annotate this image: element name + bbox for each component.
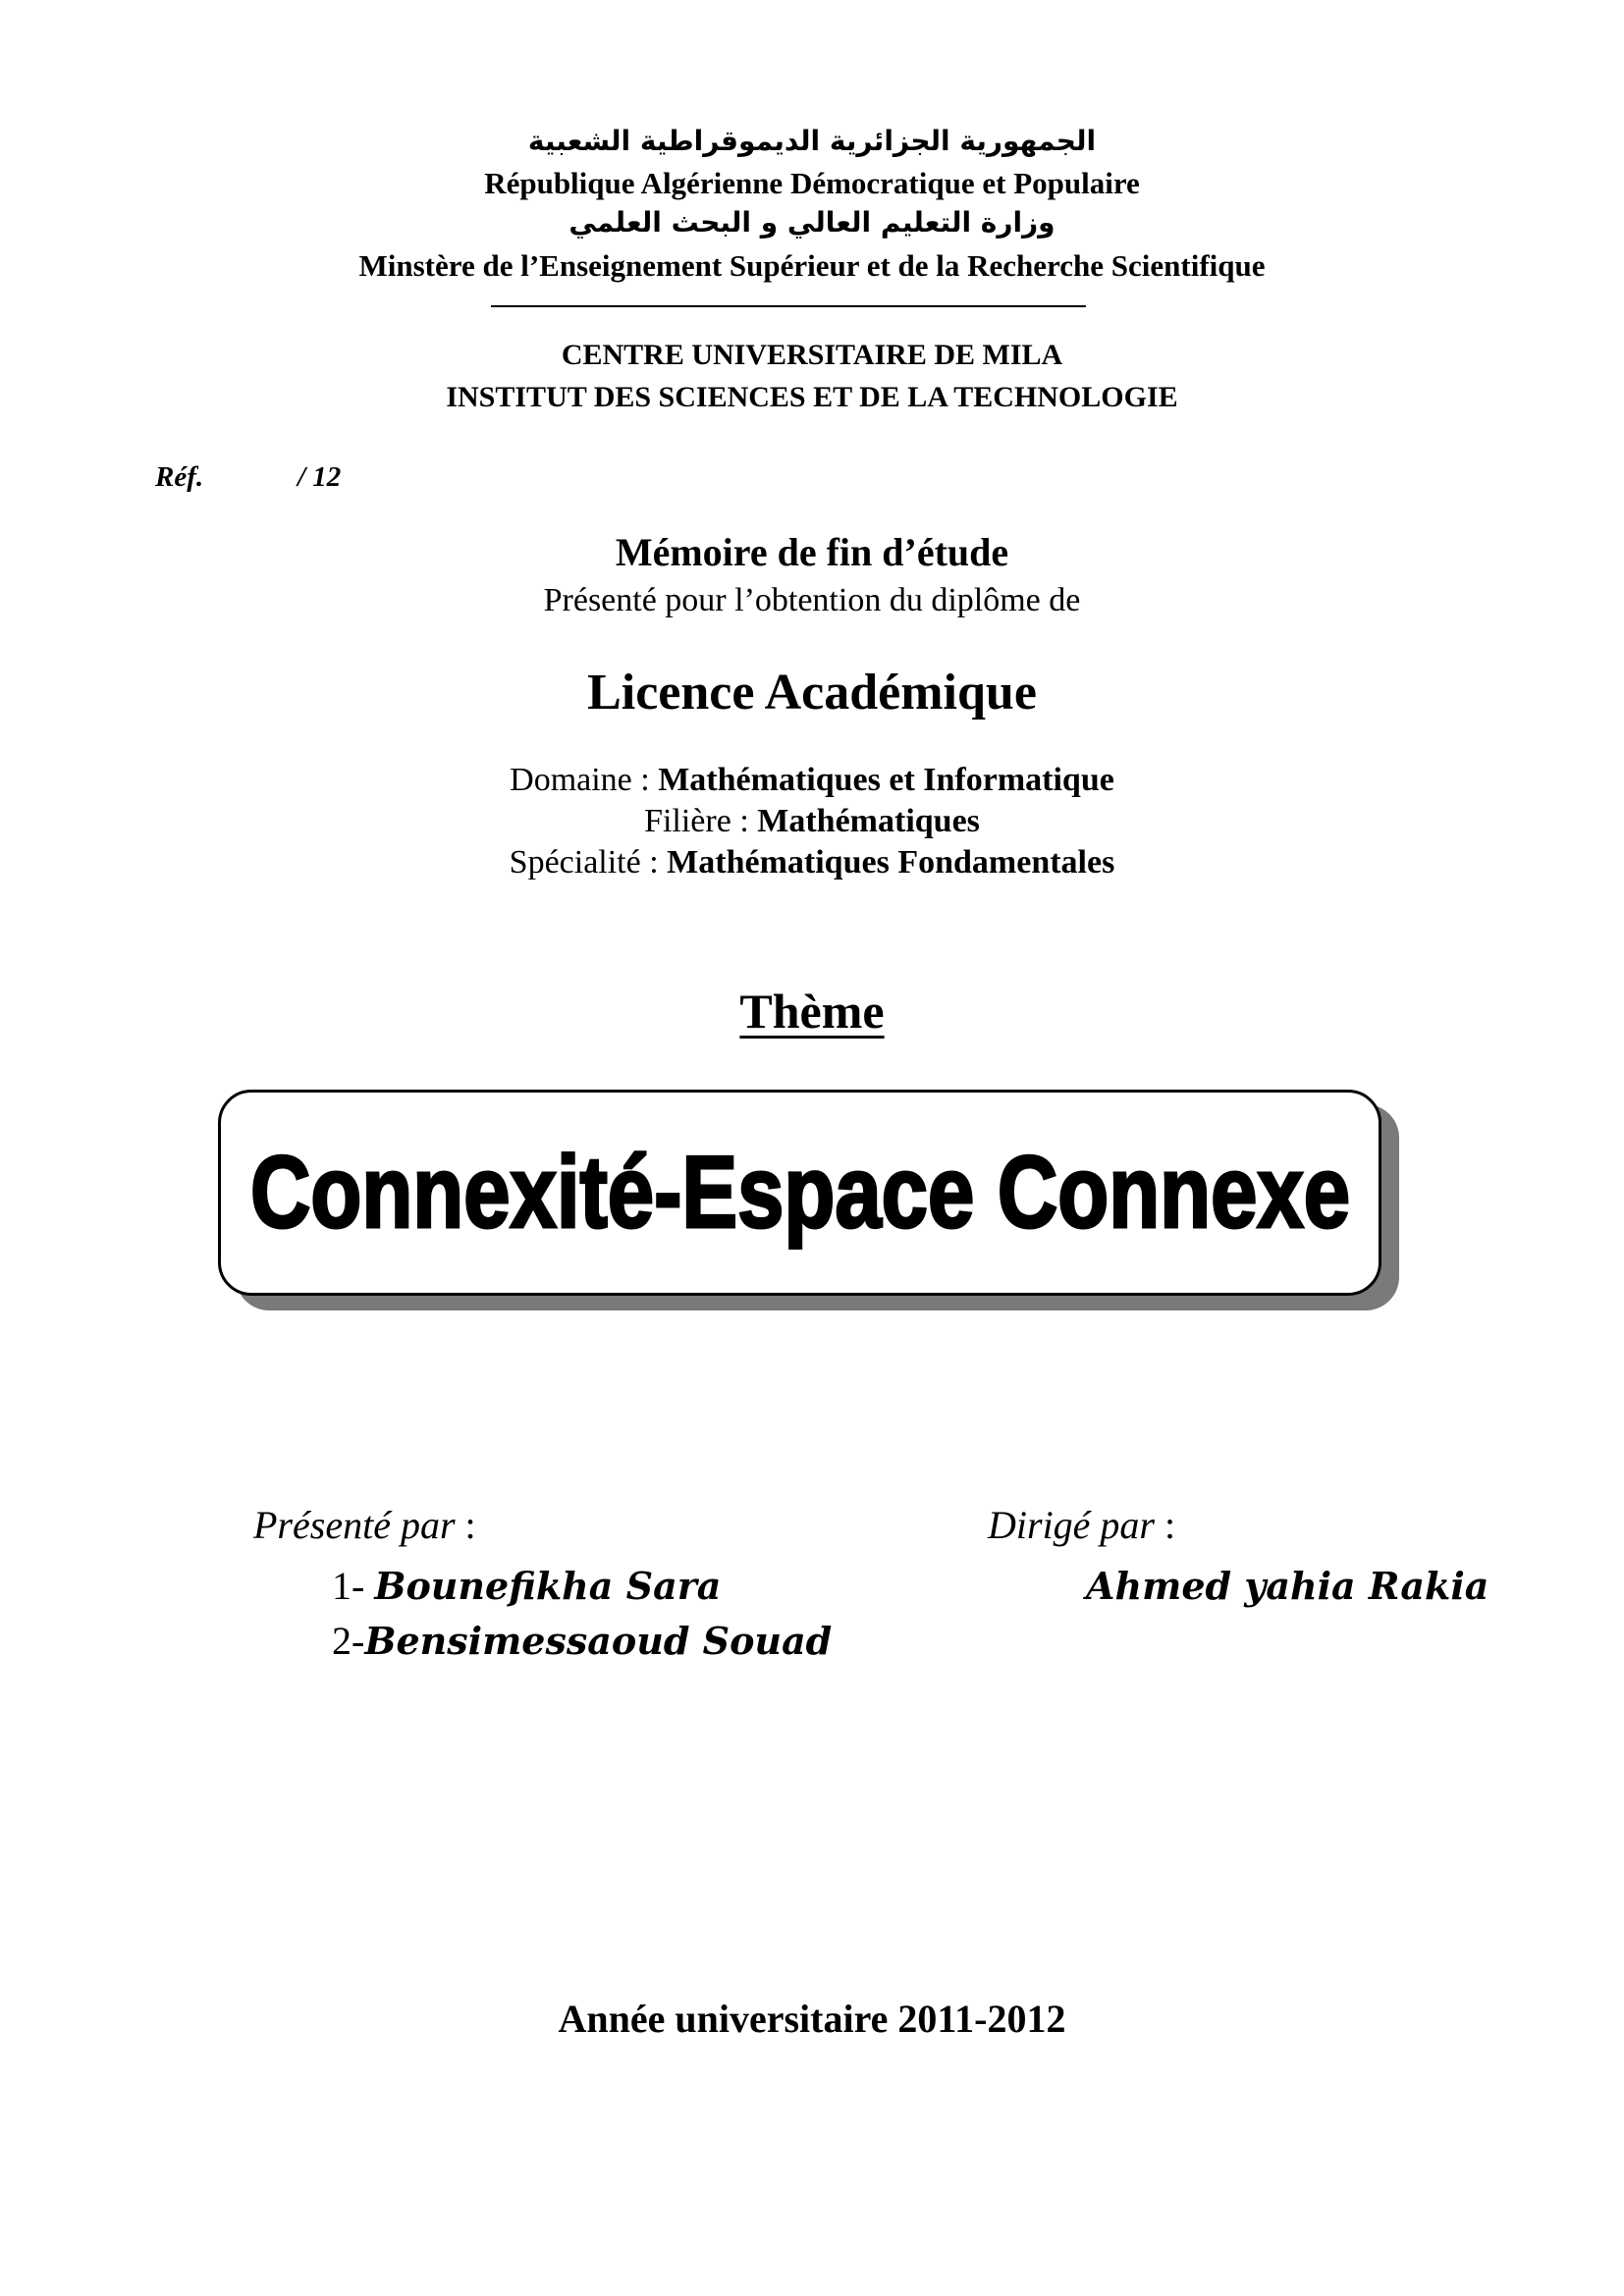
student-2 [332,1618,832,1664]
ministry-french-name: Minstère de l’Enseignement Supérieur et de la Recherche Scientifique [358,248,1266,283]
specialite-line [0,846,1624,880]
centre-name: CENTRE UNIVERSITAIRE DE MILA [561,339,1063,371]
filiere-line [0,805,1624,838]
header-divider [491,305,1086,307]
student-1-name: Bounefikha Sara [374,1564,722,1608]
theme-title: Connexité-Espace Connexe [249,1136,1350,1250]
directed-by-heading [988,1502,1175,1548]
republic-arabic-name: الجمهورية الجزائرية الديموقراطية الشعبية [527,125,1097,157]
supervisor [1086,1563,1489,1609]
memoire-title: Mémoire de fin d’étude [615,530,1009,574]
student-1 [332,1563,721,1609]
presented-by-label: Présenté par [253,1503,456,1547]
directed-by-colon: : [1155,1503,1176,1547]
republic-french-name: République Algérienne Démocratique et Populaire [484,166,1140,200]
student-2-name: Bensimessaoud Souad [364,1619,833,1663]
student-1-index: 1- [332,1564,375,1608]
filiere-value: Mathématiques [757,803,980,839]
theme-title-art [236,1095,1365,1291]
theme-heading: Thème [739,984,885,1039]
directed-by-label: Dirigé par [988,1503,1155,1547]
presented-by-heading [253,1502,476,1548]
filiere-label: Filière : [644,803,758,839]
academic-year: Année universitaire 2011-2012 [558,1997,1066,2041]
presented-by-colon: : [455,1503,476,1547]
diploma-intro: Présenté pour l’obtention du diplôme de [543,582,1081,618]
degree-title: Licence Académique [587,665,1037,721]
institut-name: INSTITUT DES SCIENCES ET DE LA TECHNOLOGIE [446,381,1178,413]
ministry-arabic-name: وزارة التعليم العالي و البحث العلمي [568,206,1056,239]
domain-value: Mathématiques et Informatique [658,762,1114,798]
reference-number: / 12 [298,461,342,493]
theme-title-box [218,1090,1381,1296]
domain-line [0,764,1624,797]
student-2-index: 2- [332,1619,365,1663]
domain-label: Domaine : [510,762,659,798]
specialite-value: Mathématiques Fondamentales [667,844,1115,881]
supervisor-name: Ahmed yahia Rakia [1086,1564,1489,1608]
reference-label: Réf. [155,461,204,493]
specialite-label: Spécialité : [509,844,668,881]
